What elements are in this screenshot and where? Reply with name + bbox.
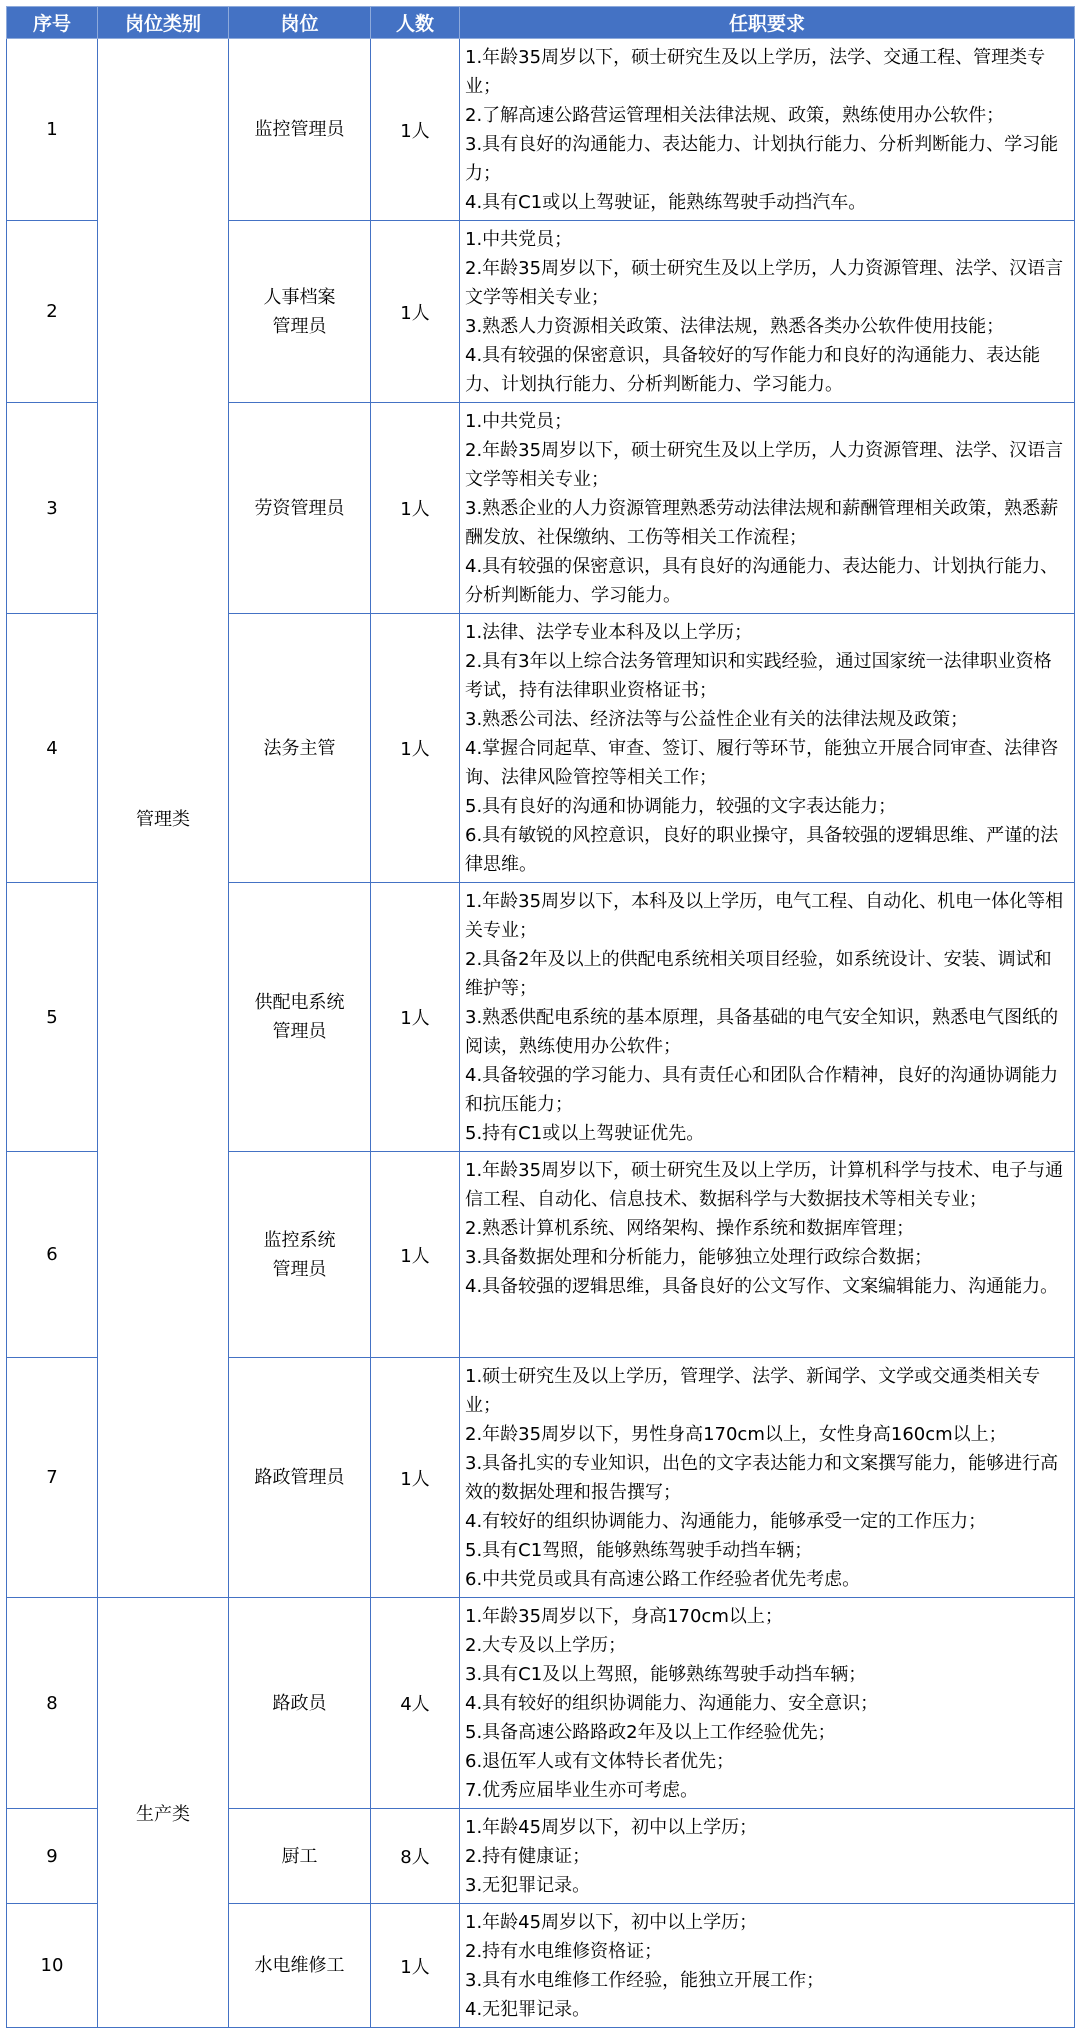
requirement-item: 4.具备较强的逻辑思维，具备良好的公文写作、文案编辑能力、沟通能力。 <box>465 1276 1059 1297</box>
requirement-item: 4.具有较强的保密意识，具备较好的写作能力和良好的沟通能力、表达能力、计划执行能力、分析判断能力、学习能力。 <box>465 345 1041 395</box>
headcount-cell: 8人 <box>371 1809 460 1904</box>
requirement-item: 4.具有C1或以上驾驶证，能熟练驾驶手动挡汽车。 <box>465 192 867 213</box>
position-cell <box>229 221 371 403</box>
row-number: 6 <box>7 1152 98 1358</box>
row-number: 9 <box>7 1809 98 1904</box>
row-number: 3 <box>7 403 98 614</box>
requirement-item: 3.具备数据处理和分析能力，能够独立处理行政综合数据； <box>465 1247 933 1268</box>
position-name-line: 监控系统 <box>263 1229 336 1251</box>
headcount-cell: 4人 <box>371 1598 460 1809</box>
requirements-cell <box>460 883 1075 1152</box>
requirement-item: 3.熟悉供配电系统的基本原理，具备基础的电气安全知识，熟悉电气图纸的阅读，熟练使用办公软件； <box>465 1007 1059 1057</box>
category-cell: 生产类 <box>98 1598 229 2028</box>
row-number: 4 <box>7 614 98 883</box>
table-header-row <box>7 7 1075 39</box>
requirement-item: 6.中共党员或具有高速公路工作经验者优先考虑。 <box>465 1569 861 1590</box>
requirement-item: 5.具有C1驾照，能够熟练驾驶手动挡车辆； <box>465 1540 813 1561</box>
requirement-item: 2.具有3年以上综合法务管理知识和实践经验，通过国家统一法律职业资格考试，持有法律职业资格证书； <box>465 651 1052 701</box>
position-name-line: 劳资管理员 <box>254 497 345 519</box>
position-name-line: 路政员 <box>272 1692 327 1714</box>
requirement-item: 3.熟悉公司法、经济法等与公益性企业有关的法律法规及政策； <box>465 709 969 730</box>
header-count: 人数 <box>371 7 460 39</box>
position-name-line: 路政管理员 <box>254 1467 345 1488</box>
requirements-cell <box>460 39 1075 221</box>
requirement-item: 5.具备高速公路路政2年及以上工作经验优先； <box>465 1722 836 1743</box>
requirement-item: 1.年龄35周岁以下，硕士研究生及以上学历，计算机科学与技术、电子与通信工程、自动化、信息技术、数据科学与大数据技术等相关专业； <box>465 1160 1064 1210</box>
requirement-item: 1.年龄35周岁以下，硕士研究生及以上学历，法学、交通工程、管理类专业； <box>465 47 1046 97</box>
requirement-item: 6.具有敏锐的风控意识，良好的职业操守，具备较强的逻辑思维、严谨的法律思维。 <box>465 825 1059 875</box>
position-name-line: 法务主管 <box>263 737 336 759</box>
requirement-item: 1.年龄45周岁以下，初中以上学历； <box>465 1817 758 1838</box>
position-cell <box>229 1598 371 1809</box>
requirement-item: 3.熟悉企业的人力资源管理熟悉劳动法律法规和薪酬管理相关政策，熟悉薪酬发放、社保缴纳、工伤等相关工作流程； <box>465 498 1059 548</box>
position-cell <box>229 403 371 614</box>
requirement-item: 2.熟悉计算机系统、网络架构、操作系统和数据库管理； <box>465 1218 915 1239</box>
position-cell <box>229 1904 371 2028</box>
table-row <box>7 1598 1075 1809</box>
header-category: 岗位类别 <box>98 7 229 39</box>
requirements-cell <box>460 1152 1075 1358</box>
row-number: 5 <box>7 883 98 1152</box>
position-name-line: 管理员 <box>272 1258 327 1280</box>
requirement-item: 3.熟悉人力资源相关政策、法律法规，熟悉各类办公软件使用技能； <box>465 316 1005 337</box>
requirement-item: 7.优秀应届毕业生亦可考虑。 <box>465 1780 699 1801</box>
requirement-item: 1.硕士研究生及以上学历，管理学、法学、新闻学、文学或交通类相关专业； <box>465 1366 1041 1416</box>
requirement-item: 3.具备扎实的专业知识，出色的文字表达能力和文案撰写能力，能够进行高效的数据处理和报告撰写； <box>465 1453 1059 1503</box>
position-name-line: 厨工 <box>281 1845 318 1867</box>
requirements-cell <box>460 614 1075 883</box>
recruitment-table-container <box>6 6 1074 2028</box>
requirement-item: 4.具有较好的组织协调能力、沟通能力、安全意识； <box>465 1693 879 1714</box>
headcount-cell: 1人 <box>371 1152 460 1358</box>
requirement-item: 2.年龄35周岁以下，男性身高170cm以上，女性身高160cm以上； <box>465 1424 1007 1445</box>
recruitment-table <box>6 6 1075 2028</box>
requirement-item: 1.法律、法学专业本科及以上学历； <box>465 622 753 643</box>
requirement-item: 2.持有健康证； <box>465 1846 591 1867</box>
requirement-item: 2.大专及以上学历； <box>465 1635 627 1656</box>
requirement-item: 3.具有C1及以上驾照，能够熟练驾驶手动挡车辆； <box>465 1664 867 1685</box>
requirement-item: 3.无犯罪记录。 <box>465 1875 591 1896</box>
header-no: 序号 <box>7 7 98 39</box>
position-cell <box>229 1358 371 1598</box>
requirement-item: 1.中共党员； <box>465 411 573 432</box>
position-cell <box>229 1152 371 1358</box>
row-number: 10 <box>7 1904 98 2028</box>
position-name-line: 管理员 <box>272 1021 327 1042</box>
requirement-item: 4.具有较强的保密意识，具有良好的沟通能力、表达能力、计划执行能力、分析判断能力、学习能力。 <box>465 556 1059 606</box>
requirement-item: 4.掌握合同起草、审查、签订、履行等环节，能独立开展合同审查、法律咨询、法律风险管控等相关工作； <box>465 738 1059 788</box>
row-number: 8 <box>7 1598 98 1809</box>
requirement-item: 1.年龄45周岁以下，初中以上学历； <box>465 1912 758 1933</box>
requirement-item: 2.了解高速公路营运管理相关法律法规、政策，熟练使用办公软件； <box>465 105 1005 126</box>
requirements-cell <box>460 1809 1075 1904</box>
requirements-cell <box>460 1358 1075 1598</box>
requirement-item: 1.年龄35周岁以下，本科及以上学历，电气工程、自动化、机电一体化等相关专业； <box>465 891 1064 941</box>
requirement-item: 2.年龄35周岁以下，硕士研究生及以上学历，人力资源管理、法学、汉语言文学等相关专业； <box>465 440 1064 490</box>
requirement-item: 3.具有良好的沟通能力、表达能力、计划执行能力、分析判断能力、学习能力； <box>465 134 1059 184</box>
table-body <box>7 39 1075 2028</box>
position-name-line: 管理员 <box>272 315 327 337</box>
requirement-item: 1.中共党员； <box>465 229 573 250</box>
header-position: 岗位 <box>229 7 371 39</box>
requirement-item: 5.具有良好的沟通和协调能力，较强的文字表达能力； <box>465 796 897 817</box>
requirement-item: 6.退伍军人或有文体特长者优先； <box>465 1751 735 1772</box>
requirement-item: 2.持有水电维修资格证； <box>465 1941 663 1962</box>
requirement-item: 3.具有水电维修工作经验，能独立开展工作； <box>465 1970 825 1991</box>
requirement-item: 4.无犯罪记录。 <box>465 1999 591 2020</box>
position-cell <box>229 614 371 883</box>
table-row <box>7 39 1075 221</box>
headcount-cell: 1人 <box>371 403 460 614</box>
headcount-cell: 1人 <box>371 614 460 883</box>
requirements-cell <box>460 1904 1075 2028</box>
requirements-cell <box>460 1598 1075 1809</box>
row-number: 2 <box>7 221 98 403</box>
requirement-item: 5.持有C1或以上驾驶证优先。 <box>465 1123 705 1144</box>
requirement-item: 4.有较好的组织协调能力、沟通能力，能够承受一定的工作压力； <box>465 1511 987 1532</box>
position-cell <box>229 1809 371 1904</box>
header-requirements: 任职要求 <box>460 7 1075 39</box>
headcount-cell: 1人 <box>371 1358 460 1598</box>
category-cell: 管理类 <box>98 39 229 1598</box>
requirement-item: 4.具备较强的学习能力、具有责任心和团队合作精神，良好的沟通协调能力和抗压能力； <box>465 1065 1059 1115</box>
position-name-line: 水电维修工 <box>254 1955 345 1976</box>
headcount-cell: 1人 <box>371 221 460 403</box>
row-number: 1 <box>7 39 98 221</box>
position-cell <box>229 883 371 1152</box>
position-name-line: 监控管理员 <box>254 119 345 140</box>
headcount-cell: 1人 <box>371 883 460 1152</box>
position-name-line: 人事档案 <box>263 286 336 308</box>
headcount-cell: 1人 <box>371 1904 460 2028</box>
requirements-cell <box>460 403 1075 614</box>
position-name-line: 供配电系统 <box>254 992 345 1013</box>
headcount-cell: 1人 <box>371 39 460 221</box>
row-number: 7 <box>7 1358 98 1598</box>
position-cell <box>229 39 371 221</box>
requirement-item: 2.具备2年及以上的供配电系统相关项目经验，如系统设计、安装、调试和维护等； <box>465 949 1052 999</box>
requirements-cell <box>460 221 1075 403</box>
requirement-item: 1.年龄35周岁以下，身高170cm以上； <box>465 1606 783 1627</box>
requirement-item: 2.年龄35周岁以下，硕士研究生及以上学历，人力资源管理、法学、汉语言文学等相关专业； <box>465 258 1064 308</box>
